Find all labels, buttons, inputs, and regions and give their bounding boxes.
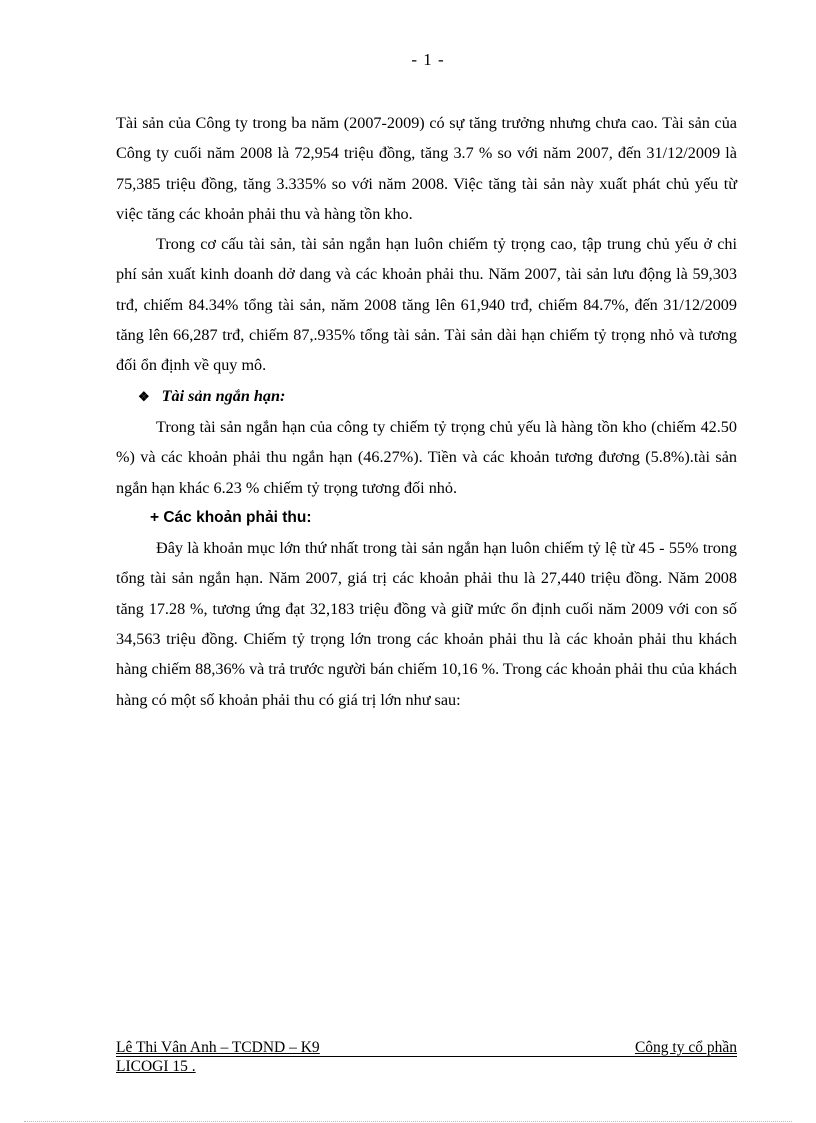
paragraph-asset-structure: Trong cơ cấu tài sản, tài sản ngắn hạn luôn chiếm tỷ trọng cao, tập trung chủ yếu ở chi phí sản xuất kinh doanh dở dang và các khoản phải thu. Năm 2007, tài sản lưu động là 59,303 trđ, chiếm 84.34% tổng tài sản, năm 2008 tăng lên 61,940 trđ, chiếm 84.7%, đến 31/12/2009 tăng lên 66,287 trđ, chiếm 87,.935% tổng tài sản. Tài sản dài hạn chiếm tỷ trọng nhỏ và tương đối ổn định về quy mô. [116, 235, 737, 375]
diamond-bullet-icon: ❖ [138, 388, 150, 404]
footer-company-name: LICOGI 15 . [116, 1058, 196, 1075]
section-heading-short-term-assets [116, 381, 737, 412]
paragraph-short-term-assets: Trong tài sản ngắn hạn của công ty chiếm tỷ trọng chủ yếu là hàng tồn kho (chiếm 42.50 %) và các khoản phải thu ngắn hạn (46.27%). Tiền và các khoản tương đương (5.8%).tài sản ngắn hạn khác 6.23 % chiếm tỷ trọng tương đối nhỏ. [116, 417, 737, 497]
paragraph-asset-growth: Tài sản của Công ty trong ba năm (2007-2009) có sự tăng trưởng nhưng chưa cao. Tài sản của Công ty cuối năm 2008 là 72,954 triệu đồng, tăng 3.7 % so với năm 2007, đến 31/12/2009 là 75,385 triệu đồng, tăng 3.335% so với năm 2008. Việc tăng tài sản này xuất phát chủ yếu từ việc tăng các khoản phải thu và hàng tồn kho. [116, 114, 737, 223]
sub-heading-receivables: + Các khoản phải thu: [150, 508, 312, 526]
page-footer [116, 1039, 737, 1076]
page-number: - 1 - [411, 50, 445, 69]
footer-line [116, 1039, 737, 1057]
footer-company: Công ty cổ phần [634, 1039, 737, 1056]
footer-author: Lê Thi Vân Anh – TCDND – K9 [116, 1039, 320, 1056]
page-bottom-divider [24, 1121, 792, 1122]
paragraph-receivables: Đây là khoản mục lớn thứ nhất trong tài sản ngắn hạn luôn chiếm tỷ lệ từ 45 - 55% trong tổng tài sản ngắn hạn. Năm 2007, giá trị các khoản phải thu là 27,440 triệu đồng. Năm 2008 tăng 17.28 %, tương ứng đạt 32,183 triệu đồng và giữ mức ổn định cuối năm 2009 với con số 34,563 triệu đồng. Chiếm tỷ trọng lớn trong các khoản phải thu là các khoản phải thu khách hàng chiếm 88,36% và trả trước người bán chiếm 10,16 %. Trong các khoản phải thu của khách hàng có một số khoản phải thu có giá trị lớn như sau: [116, 539, 737, 709]
document-body [116, 108, 737, 715]
section-heading-label: Tài sản ngắn hạn: [161, 386, 286, 405]
